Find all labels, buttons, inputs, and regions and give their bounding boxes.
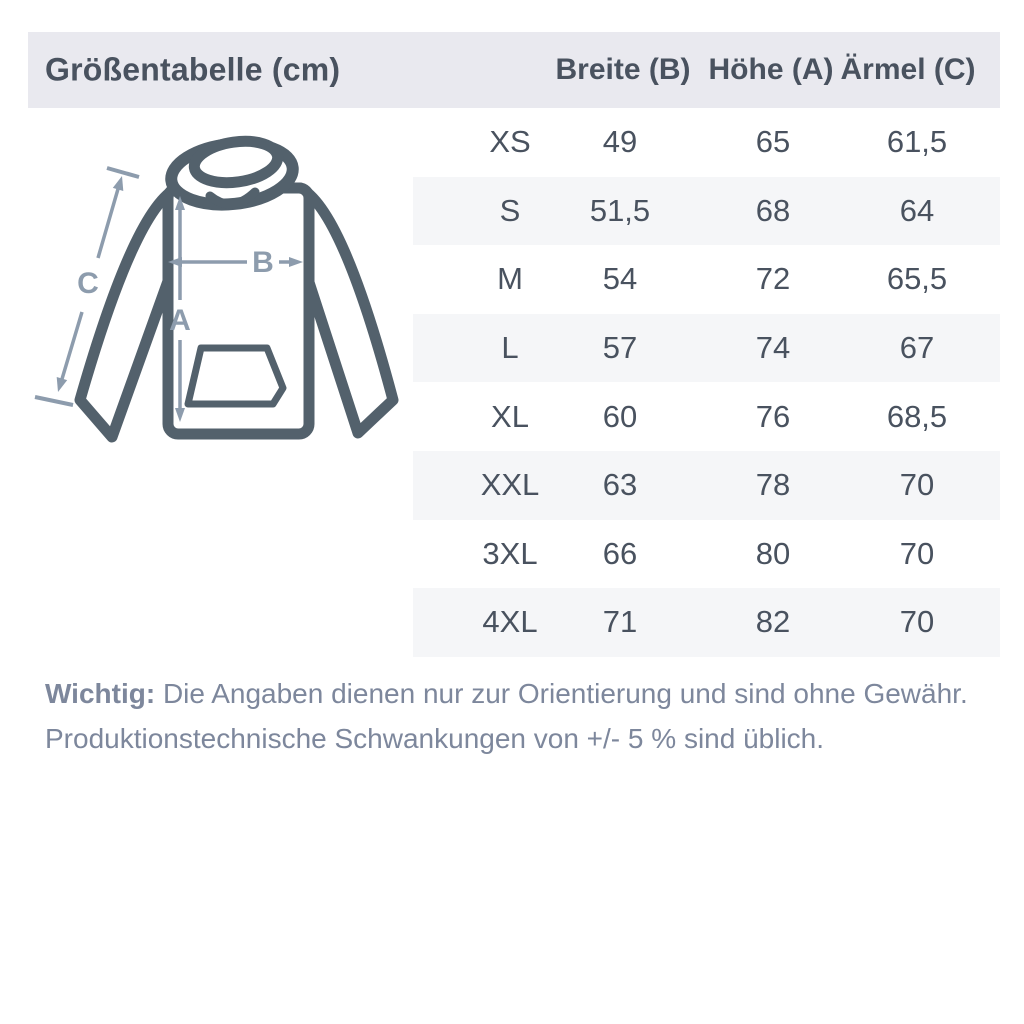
kangaroo-pocket <box>188 348 283 404</box>
hoehe-value: 76 <box>755 398 791 434</box>
size-label: XS <box>489 124 531 160</box>
hoehe-value: 72 <box>755 261 791 297</box>
breite-value: 49 <box>602 124 638 160</box>
aermel-value: 61,5 <box>886 124 948 160</box>
breite-value: 57 <box>602 330 638 366</box>
label-c: C <box>77 267 99 300</box>
table-row <box>413 451 1000 520</box>
aermel-value: 65,5 <box>886 261 948 297</box>
arrow-up-right-icon <box>113 176 124 191</box>
column-header-breite: Breite (B) <box>555 53 691 86</box>
aermel-value: 67 <box>899 330 935 366</box>
table-row <box>413 520 1000 589</box>
hoehe-value: 80 <box>755 535 791 571</box>
sleeve-left <box>80 188 177 437</box>
aermel-value: 70 <box>899 604 935 640</box>
page-title: Größentabelle (cm) <box>45 51 341 88</box>
breite-value: 54 <box>602 261 638 297</box>
disclaimer-label: Wichtig: <box>45 678 156 709</box>
size-label: M <box>497 261 523 297</box>
disclaimer-note <box>45 671 985 761</box>
breite-value: 51,5 <box>589 192 651 228</box>
hoehe-value: 78 <box>755 467 791 503</box>
size-label: S <box>499 192 521 228</box>
hoehe-value: 65 <box>755 124 791 160</box>
hoehe-value: 74 <box>755 330 791 366</box>
column-header-hoehe: Höhe (A) <box>708 53 834 86</box>
aermel-value: 64 <box>899 192 935 228</box>
tick-bottom <box>35 397 73 405</box>
table-row <box>413 177 1000 246</box>
size-label: L <box>501 330 519 366</box>
hoehe-value: 82 <box>755 604 791 640</box>
aermel-value: 68,5 <box>886 398 948 434</box>
breite-value: 60 <box>602 398 638 434</box>
arrow-down-left-icon <box>57 377 67 392</box>
table-row <box>413 314 1000 383</box>
hoehe-value: 68 <box>755 192 791 228</box>
aermel-value: 70 <box>899 467 935 503</box>
table-row <box>413 108 1000 177</box>
table-row <box>413 245 1000 314</box>
size-label: XXL <box>480 467 540 503</box>
hoodie-measurement-diagram <box>25 130 410 450</box>
label-a: A <box>169 304 191 337</box>
breite-value: 66 <box>602 535 638 571</box>
disclaimer-line2: Produktionstechnische Schwankungen von +/- 5 % sind üblich. <box>45 723 825 754</box>
breite-value: 71 <box>602 604 638 640</box>
breite-value: 63 <box>602 467 638 503</box>
table-header-band <box>28 32 1000 108</box>
label-b: B <box>252 246 274 279</box>
size-table-body <box>413 108 1000 657</box>
tick-top <box>107 168 139 177</box>
disclaimer-line1: Die Angaben dienen nur zur Orientierung und sind ohne Gewähr. <box>155 678 968 709</box>
table-row <box>413 588 1000 657</box>
column-header-aermel: Ärmel (C) <box>840 53 976 86</box>
table-row <box>413 382 1000 451</box>
size-label: XL <box>491 398 529 434</box>
size-label: 3XL <box>482 535 538 571</box>
size-label: 4XL <box>482 604 538 640</box>
aermel-value: 70 <box>899 535 935 571</box>
